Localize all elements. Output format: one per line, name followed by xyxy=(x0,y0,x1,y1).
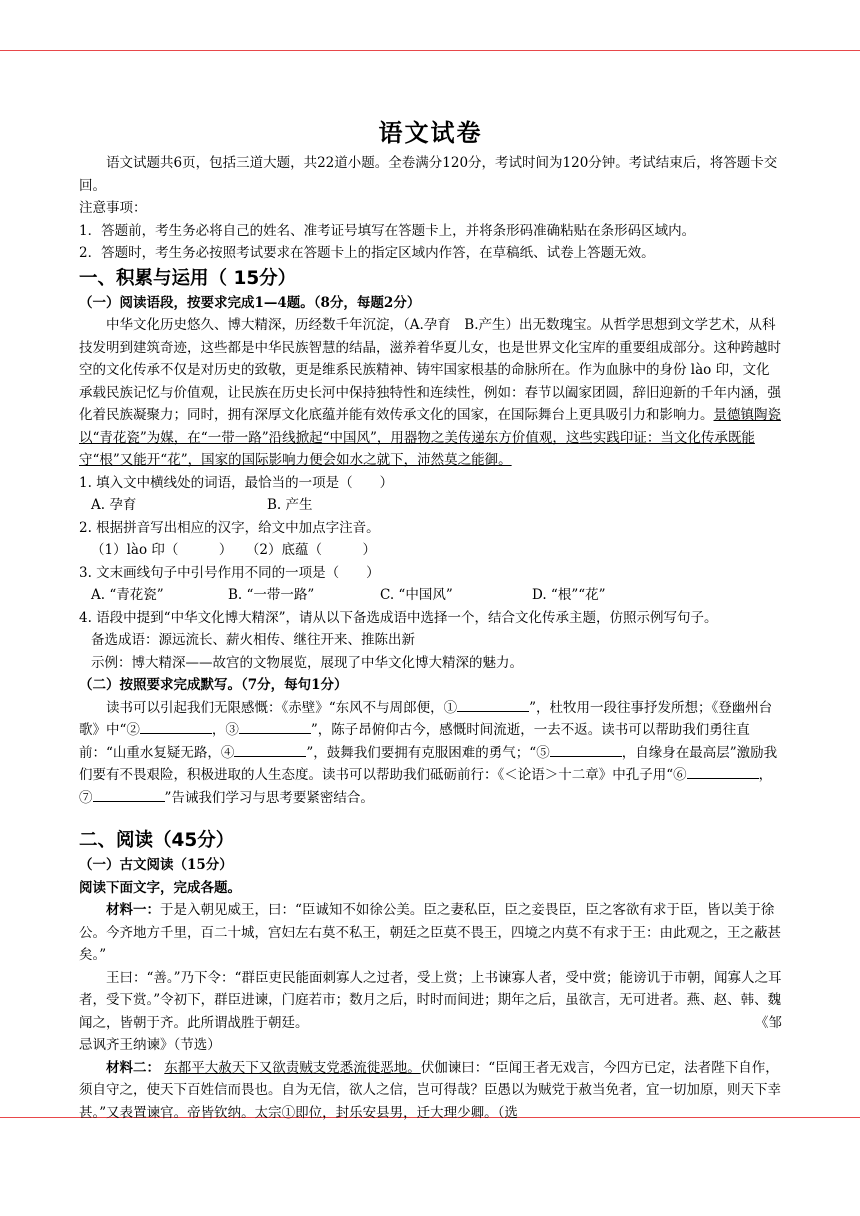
answer-blank[interactable] xyxy=(457,697,529,712)
dictation-text: ”，陈子昂俯仰古今，感慨时间流逝，一去不返。读书可以帮助我们勇往直前：“山重水复疑无路，④ xyxy=(79,722,750,761)
answer-blank[interactable] xyxy=(687,764,759,779)
answer-blank[interactable] xyxy=(234,742,306,757)
answer-blank[interactable] xyxy=(93,787,165,802)
question-2: 2. 根据拼音写出相应的汉字，给文中加点字注音。 xyxy=(79,519,380,536)
question-4: 4. 语段中提到“中华文化博大精深”，请从以下备选成语中选择一个，结合文化传承主题，仿照示例写句子。 xyxy=(79,609,718,626)
notice-item: 1．答题前，考生务必将自己的姓名、准考证号填写在答题卡上，并将条形码准确粘贴在条形码区域内。 xyxy=(79,222,696,239)
material-1-cont xyxy=(79,967,782,1035)
dictation-text: ”告诫我们学习与思考要紧密结合。 xyxy=(164,789,374,806)
answer-blank[interactable] xyxy=(550,742,622,757)
page-title: 语文试卷 xyxy=(378,119,483,147)
answer-blank[interactable] xyxy=(140,719,212,734)
question-3: 3. 文末画线句子中引号作用不同的一项是（ ） xyxy=(79,564,380,581)
dictation-text: ，自缘身在最高层”激励我们要有不畏艰险，积极进取的人生态度。读书可以帮助我们砥砺前行：《＜论语＞十二章》中孔子用“⑥ xyxy=(79,744,778,783)
question-1: 1. 填入文中横线处的词语，最恰当的一项是（ ） xyxy=(79,474,394,491)
dictation-text: ，③ xyxy=(211,722,239,738)
dictation-passage xyxy=(79,697,782,810)
option: B. “一带一路” xyxy=(228,587,315,603)
notice-item: 2．答题时，考生务必按照考试要求在答题卡上的指定区域内作答，在草稿纸、试卷上答题无效。 xyxy=(79,245,655,261)
dictation-text: ，⑦ xyxy=(79,767,773,806)
material-label: 材料一： xyxy=(106,902,160,918)
dictation-text: ”，杜牧用一段往事抒发所想；《登幽州台歌》中“② xyxy=(79,699,773,738)
part-heading: （一）古文阅读（15分） xyxy=(79,857,233,873)
section-heading: 一、积累与运用（ 15分） xyxy=(79,267,297,289)
source-citation: 《邹 xyxy=(755,1014,782,1031)
notice-label: 注意事项： xyxy=(79,200,147,216)
intro-text: 语文试题共6页，包括三道大题，共22道小题。全卷满分120分，考试时间为120分钟。考试结束后，将答题卡交回。 xyxy=(79,155,778,194)
underlined-sentence: 景德镇陶瓷以“青花瓷”为媒，在“一带一路”沿线掀起“中国风”，用器物之美传递东方价值观，这些实践印证：当文化传承既能守“根”又能开“花”，国家的国际影响力便会如水之就下，沛然莫之能御。 xyxy=(79,407,781,468)
question-3-options xyxy=(79,584,782,607)
section-heading: 二、阅读（45分） xyxy=(79,830,235,851)
material-text: 王曰：“善。”乃下令：“群臣吏民能面刺寡人之过者，受上赏；上书谏寡人者，受中赏；能谤讥于市朝，闻寡人之耳者，受下赏。”令初下，群臣进谏，门庭若市；数月之后，时时而间进；期年之后，虽欲言，无可进者。燕、赵、韩、魏闻之，皆朝于齐。此所谓战胜于朝廷。 xyxy=(79,969,782,1031)
idiom-candidates: 备选成语：源远流长、薪火相传、继往开来、推陈出新 xyxy=(91,632,415,648)
part-heading: （二）按照要求完成默写。（7分，每句1分） xyxy=(79,677,348,693)
source-citation-cont: 忌讽齐王纳谏》（节选） xyxy=(79,1037,221,1053)
material-2 xyxy=(79,1057,782,1125)
material-text: 伏伽谏曰：“臣闻王者无戏言，今四方已定，法者陛下自作，须自守之，使天下百姓信而畏也。自为无信，欲人之信，岂可得哉？臣愚以为贼党于赦当免者，宜一切加原，则天下幸甚。”又表置谏官。帝皆钦纳。太宗①即位，封乐安县男，迁大理少卿。 xyxy=(79,1059,781,1121)
instruction: 阅读下面文字，完成各题。 xyxy=(79,879,241,896)
answer-blank[interactable] xyxy=(239,719,311,734)
part-heading: （一）阅读语段，按要求完成1—4题。（8分，每题2分） xyxy=(79,294,421,311)
option: C. “中国风” xyxy=(380,587,453,603)
question-1-options xyxy=(79,494,782,517)
option: A. 孕育 xyxy=(91,497,137,513)
example-sentence: 示例：博大精深——故宫的文物展览，展现了中华文化博大精深的魅力。 xyxy=(91,654,523,671)
underlined-sentence: 东都平大赦天下又欲责贼支党悉流徙恶地。 xyxy=(164,1059,421,1076)
reading-passage xyxy=(79,314,782,472)
passage-text: 中华文化历史悠久、博大精深，历经数千年沉淀，（A.孕育 B.产生）出无数瑰宝。从哲学思想到文学艺术，从科技发明到建筑奇迹，这些都是中华民族智慧的结晶，滋养着华夏儿女，也是世界文化宝库的重要组成部分。这种跨越时空的文化传承不仅是对历史的致敬，更是维系民族精神、铸牢国家根基的命脉所在。作为血脉中的身份 lào 印，文化承载民族记忆与价值观，让民族在历史长河中保持独特性和连续性，例如：春节以阖家团圆，辞旧迎新的千年内涵，强化着民族凝聚力；同时，拥有深厚文化底蕴并能有效传承文化的国家，在国际舞台上更具吸引力和影响力。 xyxy=(79,317,781,423)
option: B. 产生 xyxy=(267,497,313,513)
option: D. “根”“花” xyxy=(532,587,606,603)
question-2-sub: （1）lào 印（ ） （2）底蕴（ ） xyxy=(91,542,376,558)
option: A. “青花瓷” xyxy=(91,587,164,603)
dictation-text: ”，鼓舞我们要拥有克服困难的勇气；“⑤ xyxy=(306,744,550,761)
exam-page xyxy=(79,116,782,1124)
material-text: （选 xyxy=(497,1104,518,1121)
material-label: 材料二： xyxy=(106,1059,160,1076)
material-1 xyxy=(79,899,782,967)
top-divider xyxy=(0,50,860,51)
dictation-text: 读书可以引起我们无限感慨：《赤壁》“东风不与周郎便，① xyxy=(106,699,458,716)
material-text: 于是入朝见威王，曰：“臣诚知不如徐公美。臣之妻私臣，臣之妾畏臣，臣之客欲有求于臣，皆以美于徐公。今齐地方千里，百二十城，宫妇左右莫不私王，朝廷之臣莫不畏王，四境之内莫不有求于王：由此观之，王之蔽甚矣。” xyxy=(79,902,781,963)
